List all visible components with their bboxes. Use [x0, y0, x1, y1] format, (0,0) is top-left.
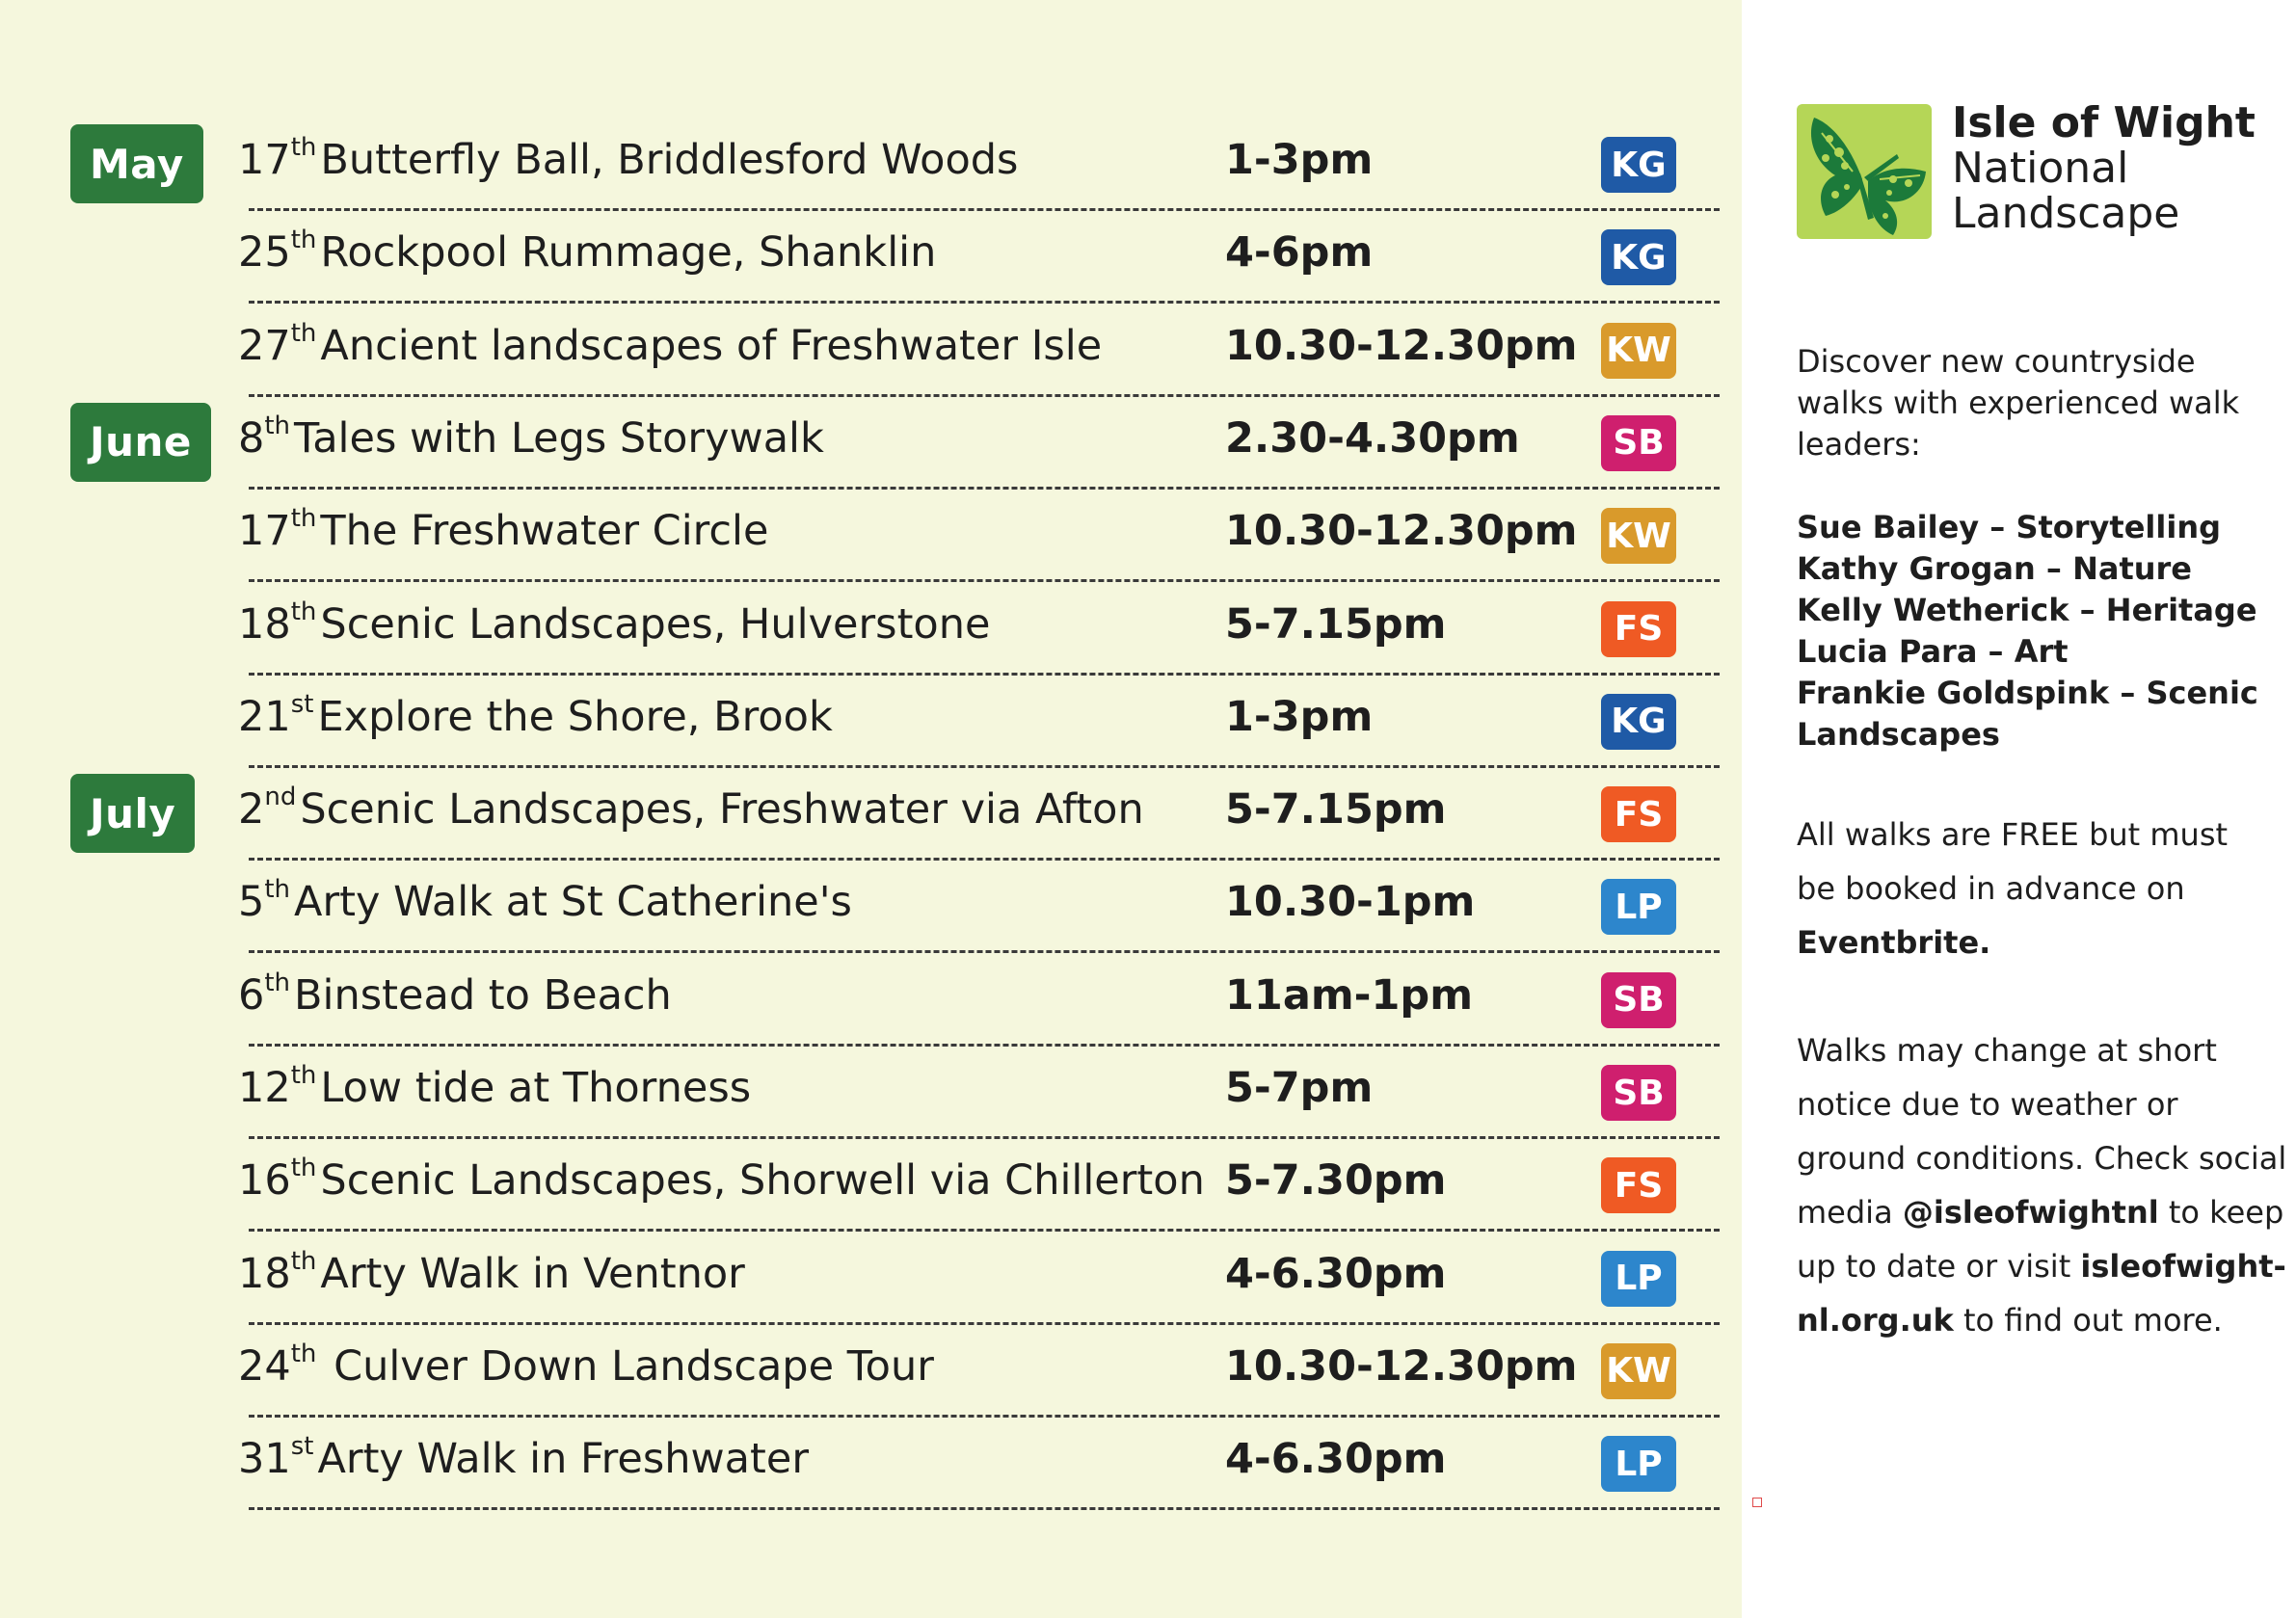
event-day: 8	[238, 413, 265, 463]
intro-text: Discover new countryside walks with experienced walk leaders:	[1797, 343, 2240, 463]
event-day: 24	[238, 1341, 291, 1391]
event-title	[238, 1061, 752, 1112]
event-title	[238, 411, 824, 463]
day-suffix: th	[290, 133, 317, 162]
event-time: 2.30-4.30pm	[1225, 413, 1520, 463]
social-handle: @isleofwightnl	[1902, 1194, 2159, 1231]
event-day: 27	[238, 321, 291, 370]
logo-line-1: Isle of Wight	[1952, 98, 2256, 147]
event-name: Binstead to Beach	[294, 970, 672, 1020]
event-name: Ancient landscapes of Freshwater Isle	[320, 321, 1103, 370]
event-day: 16	[238, 1156, 291, 1206]
day-suffix: th	[290, 225, 317, 255]
day-suffix: th	[264, 968, 291, 997]
event-name: Tales with Legs Storywalk	[294, 413, 824, 463]
day-suffix: th	[290, 1061, 317, 1090]
day-suffix: th	[264, 411, 291, 440]
event-time: 10.30-12.30pm	[1225, 321, 1578, 370]
day-suffix: th	[290, 1154, 317, 1183]
event-day: 17	[238, 136, 291, 184]
schedule-row	[0, 954, 1742, 1047]
event-time: 4-6.30pm	[1225, 1249, 1447, 1298]
event-day: 31	[238, 1435, 291, 1484]
leader-item: Sue Bailey – Storytelling	[1797, 509, 2221, 545]
event-title	[238, 689, 833, 741]
leaders-list	[1797, 507, 2279, 756]
leader-badge: SB	[1601, 972, 1676, 1028]
event-name: Arty Walk in Ventnor	[320, 1249, 745, 1298]
day-suffix: th	[290, 597, 317, 626]
row-divider	[249, 1507, 1720, 1510]
event-time: 4-6.30pm	[1225, 1435, 1447, 1484]
event-name: Arty Walk at St Catherine's	[294, 878, 852, 927]
leader-item: Lucia Para – Art	[1797, 633, 2069, 670]
leader-badge: LP	[1601, 1251, 1676, 1307]
day-suffix: th	[290, 504, 317, 534]
schedule-row	[0, 1418, 1742, 1510]
event-day: 18	[238, 599, 291, 649]
event-name: Butterfly Ball, Briddlesford Woods	[320, 136, 1019, 184]
leader-item: Kelly Wetherick – Heritage	[1797, 592, 2257, 628]
event-name: The Freshwater Circle	[320, 507, 769, 556]
info-panel	[1742, 0, 2296, 1618]
event-name: Arty Walk in Freshwater	[317, 1435, 810, 1484]
event-title	[238, 597, 991, 649]
event-day: 2	[238, 785, 265, 835]
event-title	[238, 1432, 810, 1484]
event-title	[238, 968, 672, 1020]
event-day: 21	[238, 692, 291, 741]
leader-badge: FS	[1601, 601, 1676, 657]
day-suffix: th	[264, 875, 291, 905]
schedule-row	[0, 397, 1742, 490]
event-name: Low tide at Thorness	[320, 1064, 752, 1112]
notice-text	[1797, 1023, 2288, 1347]
schedule-row	[0, 1139, 1742, 1232]
logo-line-2: National	[1952, 144, 2129, 193]
event-time: 1-3pm	[1225, 136, 1374, 184]
event-name: Scenic Landscapes, Freshwater via Afton	[300, 785, 1144, 835]
event-time: 5-7.15pm	[1225, 785, 1447, 835]
month-label: May	[70, 124, 203, 203]
schedule-row	[0, 305, 1742, 397]
event-day: 25	[238, 228, 291, 278]
event-time: 10.30-1pm	[1225, 878, 1476, 927]
leader-item: Landscapes	[1797, 716, 2000, 753]
booking-info	[1797, 808, 2259, 969]
day-suffix: th	[290, 318, 317, 348]
leader-badge: SB	[1601, 1065, 1676, 1121]
eventbrite-label: Eventbrite.	[1797, 924, 1991, 961]
schedule-row	[0, 583, 1742, 676]
day-suffix: st	[290, 689, 314, 719]
event-title	[238, 1339, 934, 1391]
day-suffix: th	[290, 1339, 317, 1368]
notice-part-2: to keep up to date or visit	[1797, 1194, 2284, 1285]
leader-badge: KW	[1601, 1343, 1676, 1399]
event-time: 5-7.30pm	[1225, 1156, 1447, 1206]
schedule-row	[0, 119, 1742, 211]
logo-line-3: Landscape	[1952, 189, 2180, 238]
schedule-row	[0, 1325, 1742, 1418]
schedule-row	[0, 1047, 1742, 1139]
schedule-row	[0, 1233, 1742, 1325]
website-link[interactable]: isleofwight-nl.org.uk	[1797, 1248, 2286, 1339]
logo-wordmark	[1952, 100, 2256, 236]
leader-badge: KW	[1601, 508, 1676, 564]
schedule-row	[0, 211, 1742, 304]
corner-marker	[1752, 1498, 1762, 1507]
event-time: 10.30-12.30pm	[1225, 507, 1578, 556]
event-name: Rockpool Rummage, Shanklin	[320, 228, 937, 278]
event-day: 5	[238, 878, 265, 927]
schedule-row	[0, 768, 1742, 861]
leader-badge: SB	[1601, 415, 1676, 471]
butterfly-icon	[1797, 104, 1932, 239]
event-title	[238, 1246, 745, 1298]
notice-part-3: to find out more.	[1953, 1302, 2223, 1339]
event-title	[238, 782, 1144, 835]
event-day: 6	[238, 970, 265, 1020]
leader-badge: FS	[1601, 1157, 1676, 1213]
event-name: Explore the Shore, Brook	[317, 692, 833, 741]
month-label: July	[70, 774, 195, 853]
event-day: 18	[238, 1249, 291, 1298]
leader-badge: LP	[1601, 1436, 1676, 1492]
event-day: 12	[238, 1064, 291, 1112]
leader-badge: KG	[1601, 229, 1676, 285]
leader-item: Kathy Grogan – Nature	[1797, 550, 2192, 587]
leader-badge: LP	[1601, 879, 1676, 935]
event-time: 5-7.15pm	[1225, 599, 1447, 649]
day-suffix: th	[290, 1246, 317, 1276]
event-title	[238, 1156, 1205, 1205]
schedule-row	[0, 490, 1742, 582]
event-time: 11am-1pm	[1225, 970, 1474, 1020]
notice-part-1: Walks may change at short notice due to weather or ground conditions. Check social media	[1797, 1032, 2287, 1231]
event-title	[238, 504, 769, 556]
event-time: 10.30-12.30pm	[1225, 1341, 1578, 1391]
day-suffix: nd	[264, 782, 297, 812]
event-time: 5-7pm	[1225, 1064, 1374, 1112]
leader-badge: KW	[1601, 323, 1676, 379]
event-title	[238, 318, 1103, 370]
leader-badge: FS	[1601, 786, 1676, 842]
event-title	[238, 875, 852, 927]
event-day: 17	[238, 507, 291, 556]
event-title	[238, 225, 937, 278]
schedule-row	[0, 861, 1742, 953]
event-time: 4-6pm	[1225, 228, 1374, 278]
schedule-row	[0, 676, 1742, 768]
leader-item: Frankie Goldspink – Scenic	[1797, 675, 2258, 711]
event-name: Scenic Landscapes, Shorwell via Chillerton	[320, 1156, 1205, 1206]
leader-badge: KG	[1601, 694, 1676, 750]
month-label: June	[70, 403, 211, 482]
event-time: 1-3pm	[1225, 692, 1374, 741]
leader-badge: KG	[1601, 137, 1676, 193]
day-suffix: st	[290, 1432, 314, 1462]
event-title	[238, 133, 1019, 184]
event-name: Scenic Landscapes, Hulverstone	[320, 599, 991, 649]
booking-text: All walks are FREE but must be booked in advance on	[1797, 816, 2229, 907]
event-name: Culver Down Landscape Tour	[320, 1341, 934, 1391]
